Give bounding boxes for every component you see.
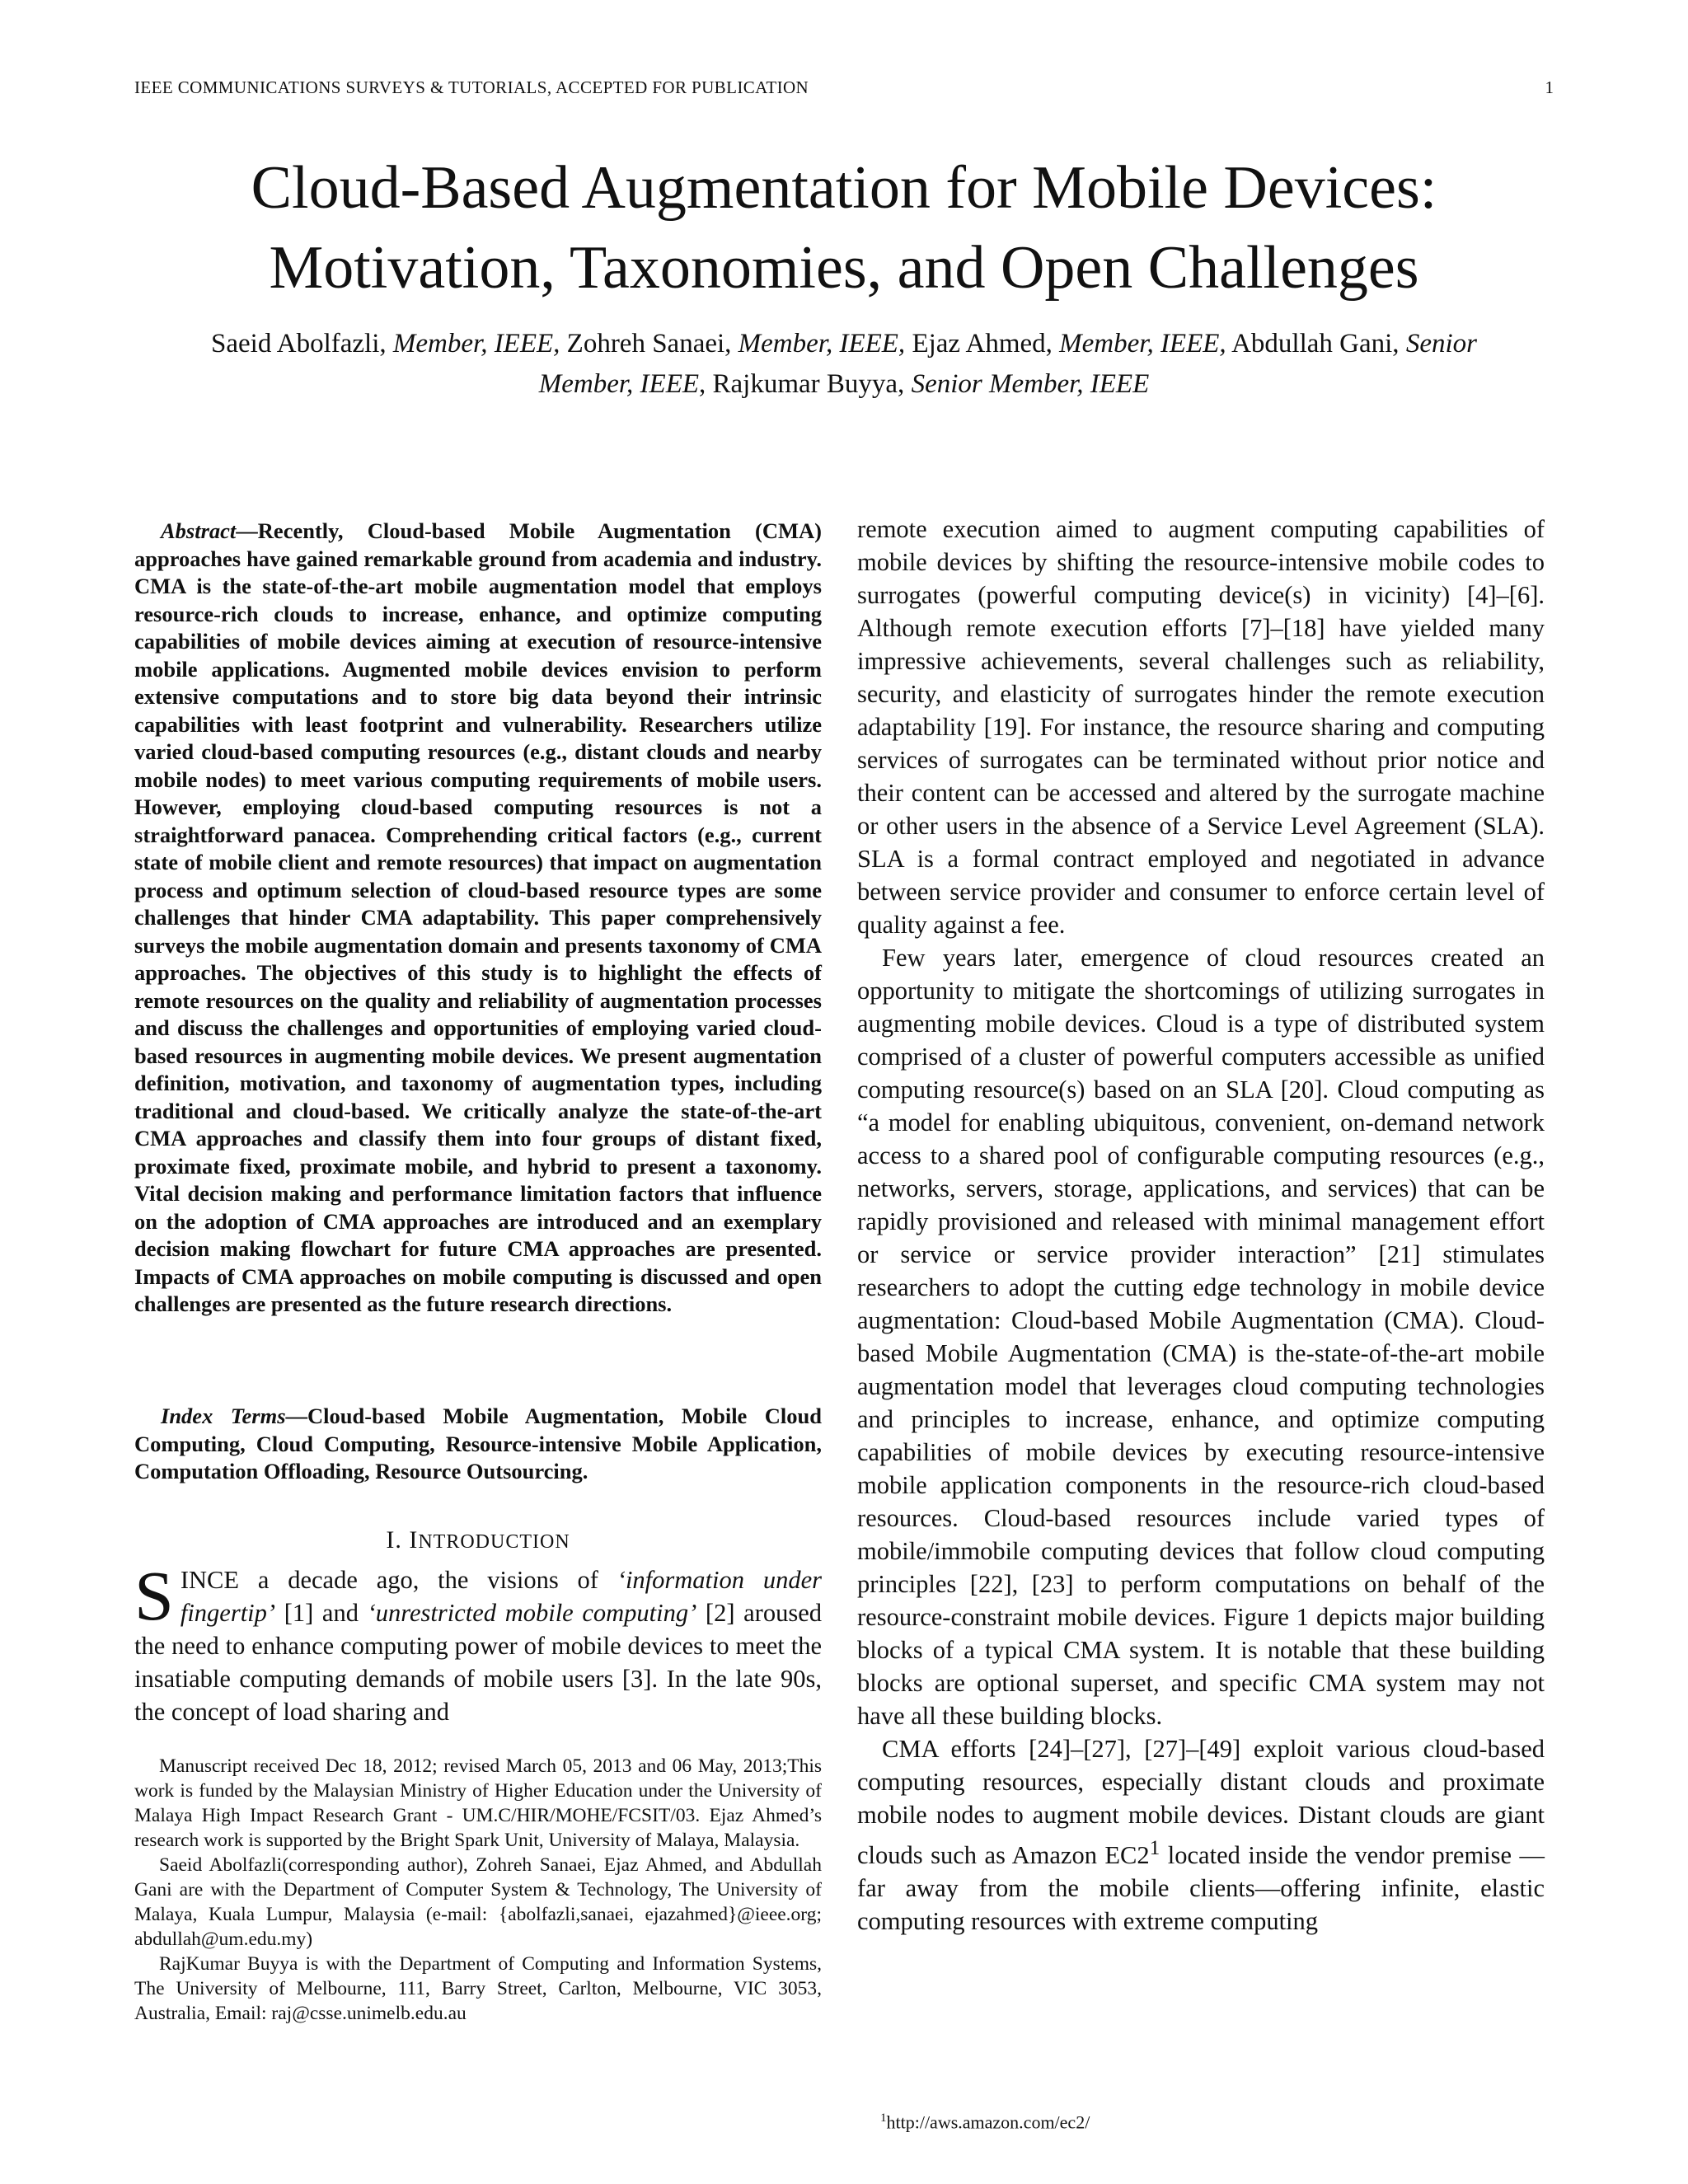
- dropcap-letter: S: [134, 1556, 174, 1635]
- author-role: Member, IEEE,: [392, 329, 560, 359]
- page-number: 1: [1545, 77, 1554, 97]
- running-header: IEEE COMMUNICATIONS SURVEYS & TUTORIALS, ACCEPTED FOR PUBLICATION: [134, 77, 809, 97]
- body-text: located inside the vendor premise —far away from the mobile clients—offering infinite, elastic computing resources with extreme computing: [857, 1841, 1545, 1936]
- author-name: , Rajkumar Buyya,: [699, 369, 905, 399]
- intro-text: [2] aroused the need to enhance computing power of mobile devices to meet the insatiable computing demands of mobile users [3]. In the late 90s, the concept of load sharing and: [134, 1599, 822, 1726]
- body-text: CMA efforts [24]–[27], [27]–[49] exploit various cloud-based computing resources, especially distant clouds and proximate mobile nodes to augment mobile devices. Distant clouds are giant clouds such as Amazon EC2: [857, 1735, 1545, 1870]
- intro-quote: ‘unrestricted mobile computing’: [367, 1599, 697, 1627]
- author-footnotes: [134, 1754, 822, 2026]
- author-name: Abdullah Gani,: [1231, 329, 1400, 359]
- author-name: Saeid Abolfazli,: [211, 329, 387, 359]
- section-numeral: I.: [386, 1526, 402, 1554]
- footnote-marker: 1: [880, 2111, 887, 2125]
- abstract-label: Abstract: [161, 518, 237, 543]
- title-line-1: Cloud-Based Augmentation for Mobile Devices:: [251, 154, 1437, 222]
- footnote-marker: 1: [1149, 1836, 1160, 1859]
- author-list: [165, 324, 1523, 405]
- footnote-url[interactable]: http://aws.amazon.com/ec2/: [886, 2111, 1090, 2133]
- index-terms: [134, 1403, 822, 1486]
- author-role: Senior Member, IEEE: [538, 329, 1477, 399]
- body-paragraph: [857, 1732, 1545, 1938]
- paper-title: [0, 148, 1688, 308]
- footnote-affiliation: RajKumar Buyya is with the Department of Computing and Information Systems, The University of Melbourne, 111, Barry Street, Carlton, Melbourne, VIC 3053, Australia, Email: raj@csse.unimelb.edu.au: [134, 1953, 822, 2024]
- body-paragraph: remote execution aimed to augment computing capabilities of mobile devices by shifting the resource-intensive mobile codes to surrogates (powerful computing device(s) in vicinity) [4]–[6]. Although remote execution efforts [7]–[18] have yielded many impressive achievements, several challenges such as reliability, security, and elasticity of surrogates hinder the remote execution adaptability [19]. For instance, the resource sharing and computing services of surrogates can be terminated without prior notice and their content can be accessed and altered by the surrogate machine or other users in the absence of a Service Level Agreement (SLA). SLA is a formal contract employed and negotiated in advance between service provider and consumer to enforce certain level of quality against a fee.: [857, 515, 1545, 939]
- index-terms-text: —Cloud-based Mobile Augmentation, Mobile Cloud Computing, Cloud Computing, Resource-intensive Mobile Application, Computation Offloading, Resource Outsourcing.: [134, 1404, 822, 1483]
- index-terms-label: Index Terms: [161, 1404, 286, 1428]
- right-column: [857, 513, 1545, 1938]
- section-first-letter: I: [409, 1526, 419, 1554]
- section-heading: [134, 1526, 822, 1554]
- abstract: [134, 518, 822, 1319]
- footnote-affiliation: Saeid Abolfazli(corresponding author), Zohreh Sanaei, Ejaz Ahmed, and Abdullah Gani are with the Department of Computer System & Technology, The University of Malaya, Kuala Lumpur, Malaysia (e-mail: {abolfazli,sanaei, ejazahmed}@ieee.org; abdullah@um.edu.my): [134, 1854, 822, 1950]
- author-role: Senior Member, IEEE: [911, 369, 1150, 399]
- title-line-2: Motivation, Taxonomies, and Open Challenges: [269, 234, 1419, 302]
- intro-text: [1] and: [275, 1599, 368, 1627]
- intro-text: INCE a decade ago, the visions of: [180, 1566, 617, 1594]
- body-paragraph: Few years later, emergence of cloud resources created an opportunity to mitigate the shortcomings of utilizing surrogates in augmenting mobile devices. Cloud is a type of distributed system comprised of a cluster of powerful computers accessible as unified computing resource(s) based on an SLA [20]. Cloud computing as “a model for enabling ubiquitous, convenient, on-demand network access to a shared pool of configurable computing resources (e.g., networks, servers, storage, applications, and services) that can be rapidly provisioned and released with minimal management effort or service or service provider interaction” [21] stimulates researchers to adopt the cutting edge technology in mobile device augmentation: Cloud-based Mobile Augmentation (CMA). Cloud-based Mobile Augmentation (CMA) is the-state-of-the-art mobile augmentation model that leverages cloud computing technologies and principles to increase, enhance, and optimize computing capabilities of mobile devices by executing resource-intensive mobile application components in the resource-rich cloud-based resources. Cloud-based resources include varied types of mobile/immobile computing devices that follow cloud computing principles [22], [23] to perform computations on behalf of the resource-constraint mobile devices. Figure 1 depicts major building blocks of a typical CMA system. It is notable that these building blocks are optional superset, and specific CMA system may not have all these building blocks.: [857, 944, 1545, 1730]
- url-footnote: [880, 2111, 1090, 2133]
- abstract-text: —Recently, Cloud-based Mobile Augmentation (CMA) approaches have gained remarkable ground from academia and industry. CMA is the state-of-the-art mobile augmentation model that employs resource-rich clouds to increase, enhance, and optimize computing capabilities of mobile devices aiming at execution of resource-intensive mobile applications. Augmented mobile devices envision to perform extensive computations and to store big data beyond their intrinsic capabilities with least footprint and vulnerability. Researchers utilize varied cloud-based computing resources (e.g., distant clouds and nearby mobile nodes) to meet various computing requirements of mobile users. However, employing cloud-based computing resources is not a straightforward panacea. Comprehending critical factors (e.g., current state of mobile client and remote resources) that impact on augmentation process and optimum selection of cloud-based resource types are some challenges that hinder CMA adaptability. This paper comprehensively surveys the mobile augmentation domain and presents taxonomy of CMA approaches. The objectives of this study is to highlight the effects of remote resources on the quality and reliability of augmentation processes and discuss the challenges and opportunities of employing varied cloud-based resources in augmenting mobile devices. We present augmentation definition, motivation, and taxonomy of augmentation types, including traditional and cloud-based. We critically analyze the state-of-the-art CMA approaches and classify them into four groups of distant fixed, proximate fixed, proximate mobile, and hybrid to present a taxonomy. Vital decision making and performance limitation factors that influence on the adoption of CMA approaches are introduced and an exemplary decision making flowchart for future CMA approaches are presented. Impacts of CMA approaches on mobile computing is discussed and open challenges are presented as the future research directions.: [134, 518, 822, 1316]
- author-name: Ejaz Ahmed,: [912, 329, 1053, 359]
- author-role: Member, IEEE,: [1059, 329, 1226, 359]
- author-role: Member, IEEE,: [738, 329, 906, 359]
- footnote-manuscript: Manuscript received Dec 18, 2012; revised March 05, 2013 and 06 May, 2013;This work is funded by the Malaysian Ministry of Higher Education under the University of Malaya High Impact Research Grant - UM.C/HIR/MOHE/FCSIT/03. Ejaz Ahmed’s research work is supported by the Bright Spark Unit, University of Malaya, Malaysia.: [134, 1755, 822, 1851]
- section-title-rest: NTRODUCTION: [418, 1531, 570, 1553]
- intro-paragraph: [134, 1556, 822, 1728]
- author-name: Zohreh Sanaei,: [566, 329, 732, 359]
- intro-quote: ‘information under fingertip’: [180, 1566, 822, 1627]
